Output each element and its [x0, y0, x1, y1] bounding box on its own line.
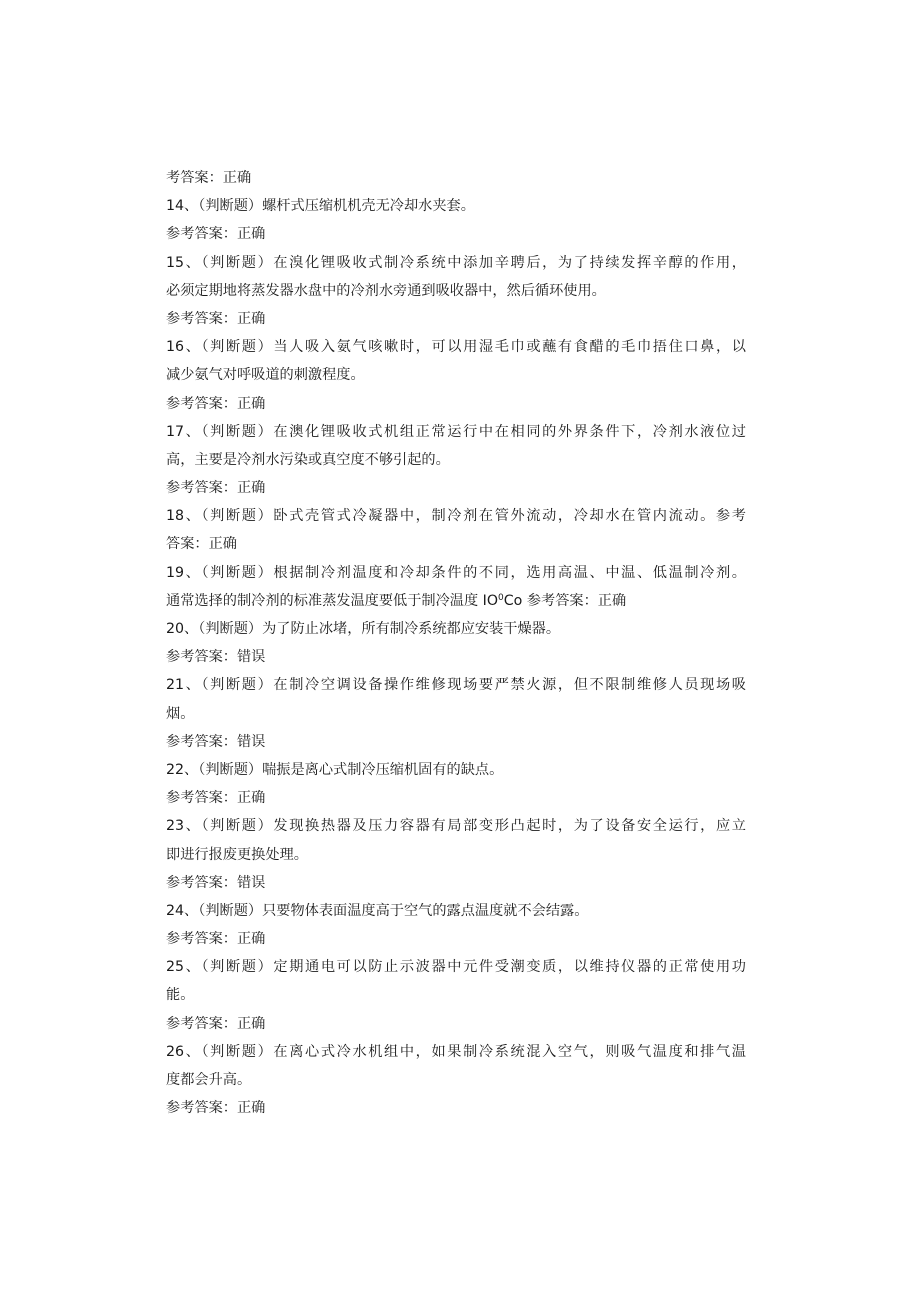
question-line-26-cont: 度都会升高。 — [166, 1072, 252, 1088]
question-line-25-cont: 能。 — [166, 987, 195, 1004]
answer-line-25: 参考答案：正确 — [166, 1015, 266, 1032]
question-line-16: 16、（判断题）当人吸入氨气咳嗽时，可以用湿毛巾或蘸有食醋的毛巾捂住口鼻，以 — [166, 339, 746, 356]
answer-line-20: 参考答案：错误 — [166, 649, 266, 666]
answer-line-14: 参考答案：正确 — [166, 226, 266, 243]
question-line-21-cont: 烟。 — [166, 705, 195, 722]
question-line-19-cont-after: Co 参考答案：正确 — [503, 592, 627, 609]
question-line-22: 22、（判断题）喘振是离心式制冷压缩机固有的缺点。 — [166, 761, 504, 778]
question-line-21: 21、（判断题）在制冷空调设备操作维修现场要严禁火源，但不限制维修人员现场吸 — [166, 677, 746, 694]
question-line-15-cont: 必须定期地将蒸发器水盘中的冷剂水旁通到吸收器中，然后循环使用。 — [166, 282, 606, 299]
superscript-zero: 0 — [498, 592, 504, 603]
question-line-23: 23、（判断题）发现换热器及压力容器有局部变形凸起时，为了设备安全运行，应立 — [166, 818, 746, 835]
question-line-19-cont-before: 通常选择的制冷剂的标准蒸发温度要低于制冷温度 IO — [166, 592, 498, 609]
question-line-15: 15、（判断题）在溴化锂吸收式制冷系统中添加辛聘后，为了持续发挥辛醇的作用， — [166, 254, 746, 271]
answer-line-17: 参考答案：正确 — [166, 480, 266, 497]
question-line-26: 26、（判断题）在离心式冷水机组中，如果制冷系统混入空气，则吸气温度和排气温 — [166, 1043, 746, 1060]
answer-line-16: 参考答案：正确 — [166, 395, 266, 412]
question-line-20: 20、（判断题）为了防止冰堵，所有制冷系统都应安装干燥器。 — [166, 621, 561, 637]
question-line-25: 25、（判断题）定期通电可以防止示波器中元件受潮变质，以维持仪器的正常使用功 — [166, 959, 746, 976]
question-line-18: 18、（判断题）卧式壳管式冷凝器中，制冷剂在管外流动，冷却水在管内流动。参考 — [166, 508, 746, 525]
answer-line-21: 参考答案：错误 — [166, 733, 266, 750]
answer-line: 考答案：正确 — [166, 170, 252, 186]
question-line-17: 17、（判断题）在澳化锂吸收式机组正常运行中在相同的外界条件下，冷剂水液位过 — [166, 423, 746, 440]
question-line-17-cont: 高，主要是冷剂水污染或真空度不够引起的。 — [166, 451, 450, 468]
answer-line-23: 参考答案：错误 — [166, 874, 266, 891]
question-line-16-cont: 减少氨气对呼吸道的刺激程度。 — [166, 367, 365, 384]
answer-line-26: 参考答案：正确 — [166, 1100, 266, 1117]
answer-line-15: 参考答案：正确 — [166, 310, 266, 327]
answer-line-24: 参考答案：正确 — [166, 931, 266, 948]
question-line-19-cont — [166, 587, 746, 615]
question-line-18-cont: 答案：正确 — [166, 536, 237, 553]
question-line-24: 24、（判断题）只要物体表面温度高于空气的露点温度就不会结露。 — [166, 902, 589, 919]
question-line-23-cont: 即进行报废更换处理。 — [166, 846, 308, 863]
answer-line-22: 参考答案：正确 — [166, 790, 266, 807]
question-line-14: 14、（判断题）螺杆式压缩机机壳无冷却水夹套。 — [166, 198, 475, 215]
question-list — [166, 164, 746, 1122]
question-line-19: 19、（判断题）根据制冷剂温度和冷却条件的不同，选用高温、中温、低温制冷剂。 — [166, 564, 746, 581]
